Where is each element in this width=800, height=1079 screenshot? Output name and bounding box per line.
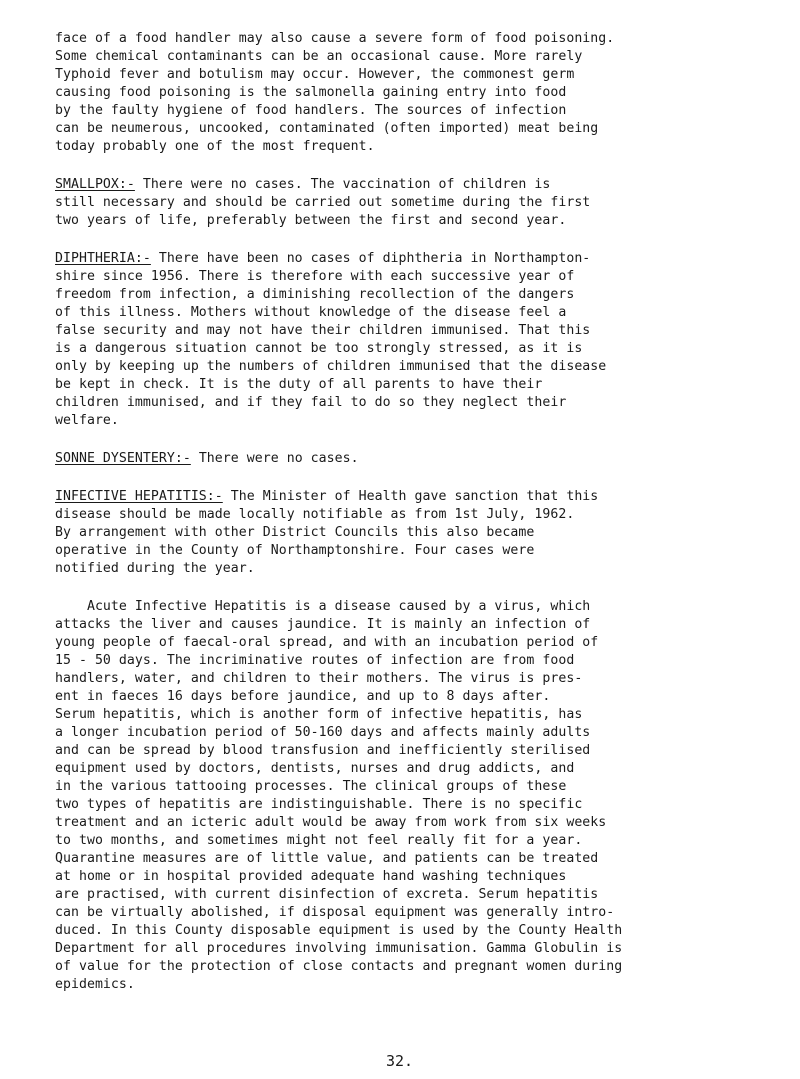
- text-line: Department for all procedures involving immunisation. Gamma Globulin is: [55, 941, 623, 956]
- text-line: duced. In this County disposable equipment is used by the County Health: [55, 923, 623, 938]
- text-line: by the faulty hygiene of food handlers. The sources of infection: [55, 103, 567, 118]
- text-line: Serum hepatitis, which is another form of infective hepatitis, has: [55, 707, 583, 722]
- text-line: young people of faecal-oral spread, and with an incubation period of: [55, 635, 599, 650]
- text-line: There have been no cases of diphtheria in Northampton-: [150, 251, 591, 266]
- text-line: children immunised, and if they fail to do so they neglect their: [55, 395, 567, 410]
- text-line: today probably one of the most frequent.: [55, 139, 375, 154]
- sonne-heading: SONNE DYSENTERY:-: [55, 451, 191, 466]
- text-line: disease should be made locally notifiable as from 1st July, 1962.: [55, 507, 575, 522]
- text-line: can be virtually abolished, if disposal equipment was generally intro-: [55, 905, 615, 920]
- text-line: attacks the liver and causes jaundice. It is mainly an infection of: [55, 617, 591, 632]
- text-line: is a dangerous situation cannot be too strongly stressed, as it is: [55, 341, 583, 356]
- text-line: at home or in hospital provided adequate hand washing techniques: [55, 869, 567, 884]
- text-line: freedom from infection, a diminishing recollection of the dangers: [55, 287, 575, 302]
- text-line: of value for the protection of close contacts and pregnant women during: [55, 959, 623, 974]
- text-line: epidemics.: [55, 977, 135, 992]
- text-line: shire since 1956. There is therefore with each successive year of: [55, 269, 575, 284]
- text-line: face of a food handler may also cause a severe form of food poisoning.: [55, 31, 615, 46]
- text-line: Typhoid fever and botulism may occur. However, the commonest germ: [55, 67, 575, 82]
- text-line: can be neumerous, uncooked, contaminated (often imported) meat being: [55, 121, 599, 136]
- sonne-section: [55, 450, 359, 468]
- text-line: of this illness. Mothers without knowledge of the disease feel a: [55, 305, 567, 320]
- text-line: equipment used by doctors, dentists, nurses and drug addicts, and: [55, 761, 575, 776]
- text-line: and can be spread by blood transfusion and inefficiently sterilised: [55, 743, 591, 758]
- text-line: to two months, and sometimes might not feel really fit for a year.: [55, 833, 583, 848]
- text-line: Quarantine measures are of little value, and patients can be treated: [55, 851, 599, 866]
- text-line: notified during the year.: [55, 561, 255, 576]
- text-line: in the various tattooing processes. The clinical groups of these: [55, 779, 567, 794]
- text-line: By arrangement with other District Councils this also became: [55, 525, 535, 540]
- smallpox-heading: SMALLPOX:-: [55, 177, 135, 192]
- text-line: Acute Infective Hepatitis is a disease caused by a virus, which: [55, 599, 591, 614]
- text-line: false security and may not have their children immunised. That this: [55, 323, 591, 338]
- text-line: treatment and an icteric adult would be away from work from six weeks: [55, 815, 607, 830]
- text-line: still necessary and should be carried out sometime during the first: [55, 195, 591, 210]
- smallpox-section: [55, 176, 550, 194]
- page-number: 32.: [386, 1052, 414, 1070]
- text-line: operative in the County of Northamptonshire. Four cases were: [55, 543, 535, 558]
- text-line: welfare.: [55, 413, 119, 428]
- text-line: 15 - 50 days. The incriminative routes of infection are from food: [55, 653, 575, 668]
- text-line: be kept in check. It is the duty of all parents to have their: [55, 377, 543, 392]
- text-line: two years of life, preferably between the first and second year.: [55, 213, 567, 228]
- text-line: ent in faeces 16 days before jaundice, and up to 8 days after.: [55, 689, 551, 704]
- diphtheria-section: [55, 250, 590, 268]
- text-line: The Minister of Health gave sanction that this: [222, 489, 599, 504]
- diphtheria-heading: DIPHTHERIA:-: [55, 251, 151, 266]
- text-line: only by keeping up the numbers of children immunised that the disease: [55, 359, 607, 374]
- text-line: Some chemical contaminants can be an occasional cause. More rarely: [55, 49, 583, 64]
- text-line: handlers, water, and children to their mothers. The virus is pres-: [55, 671, 583, 686]
- text-line: two types of hepatitis are indistinguishable. There is no specific: [55, 797, 583, 812]
- text-line: a longer incubation period of 50-160 days and affects mainly adults: [55, 725, 591, 740]
- hepatitis-section: [55, 488, 598, 506]
- hepatitis-heading: INFECTIVE HEPATITIS:-: [55, 489, 223, 504]
- text-line: There were no cases.: [190, 451, 359, 466]
- text-line: There were no cases. The vaccination of children is: [134, 177, 551, 192]
- text-line: are practised, with current disinfection of excreta. Serum hepatitis: [55, 887, 599, 902]
- text-line: causing food poisoning is the salmonella gaining entry into food: [55, 85, 567, 100]
